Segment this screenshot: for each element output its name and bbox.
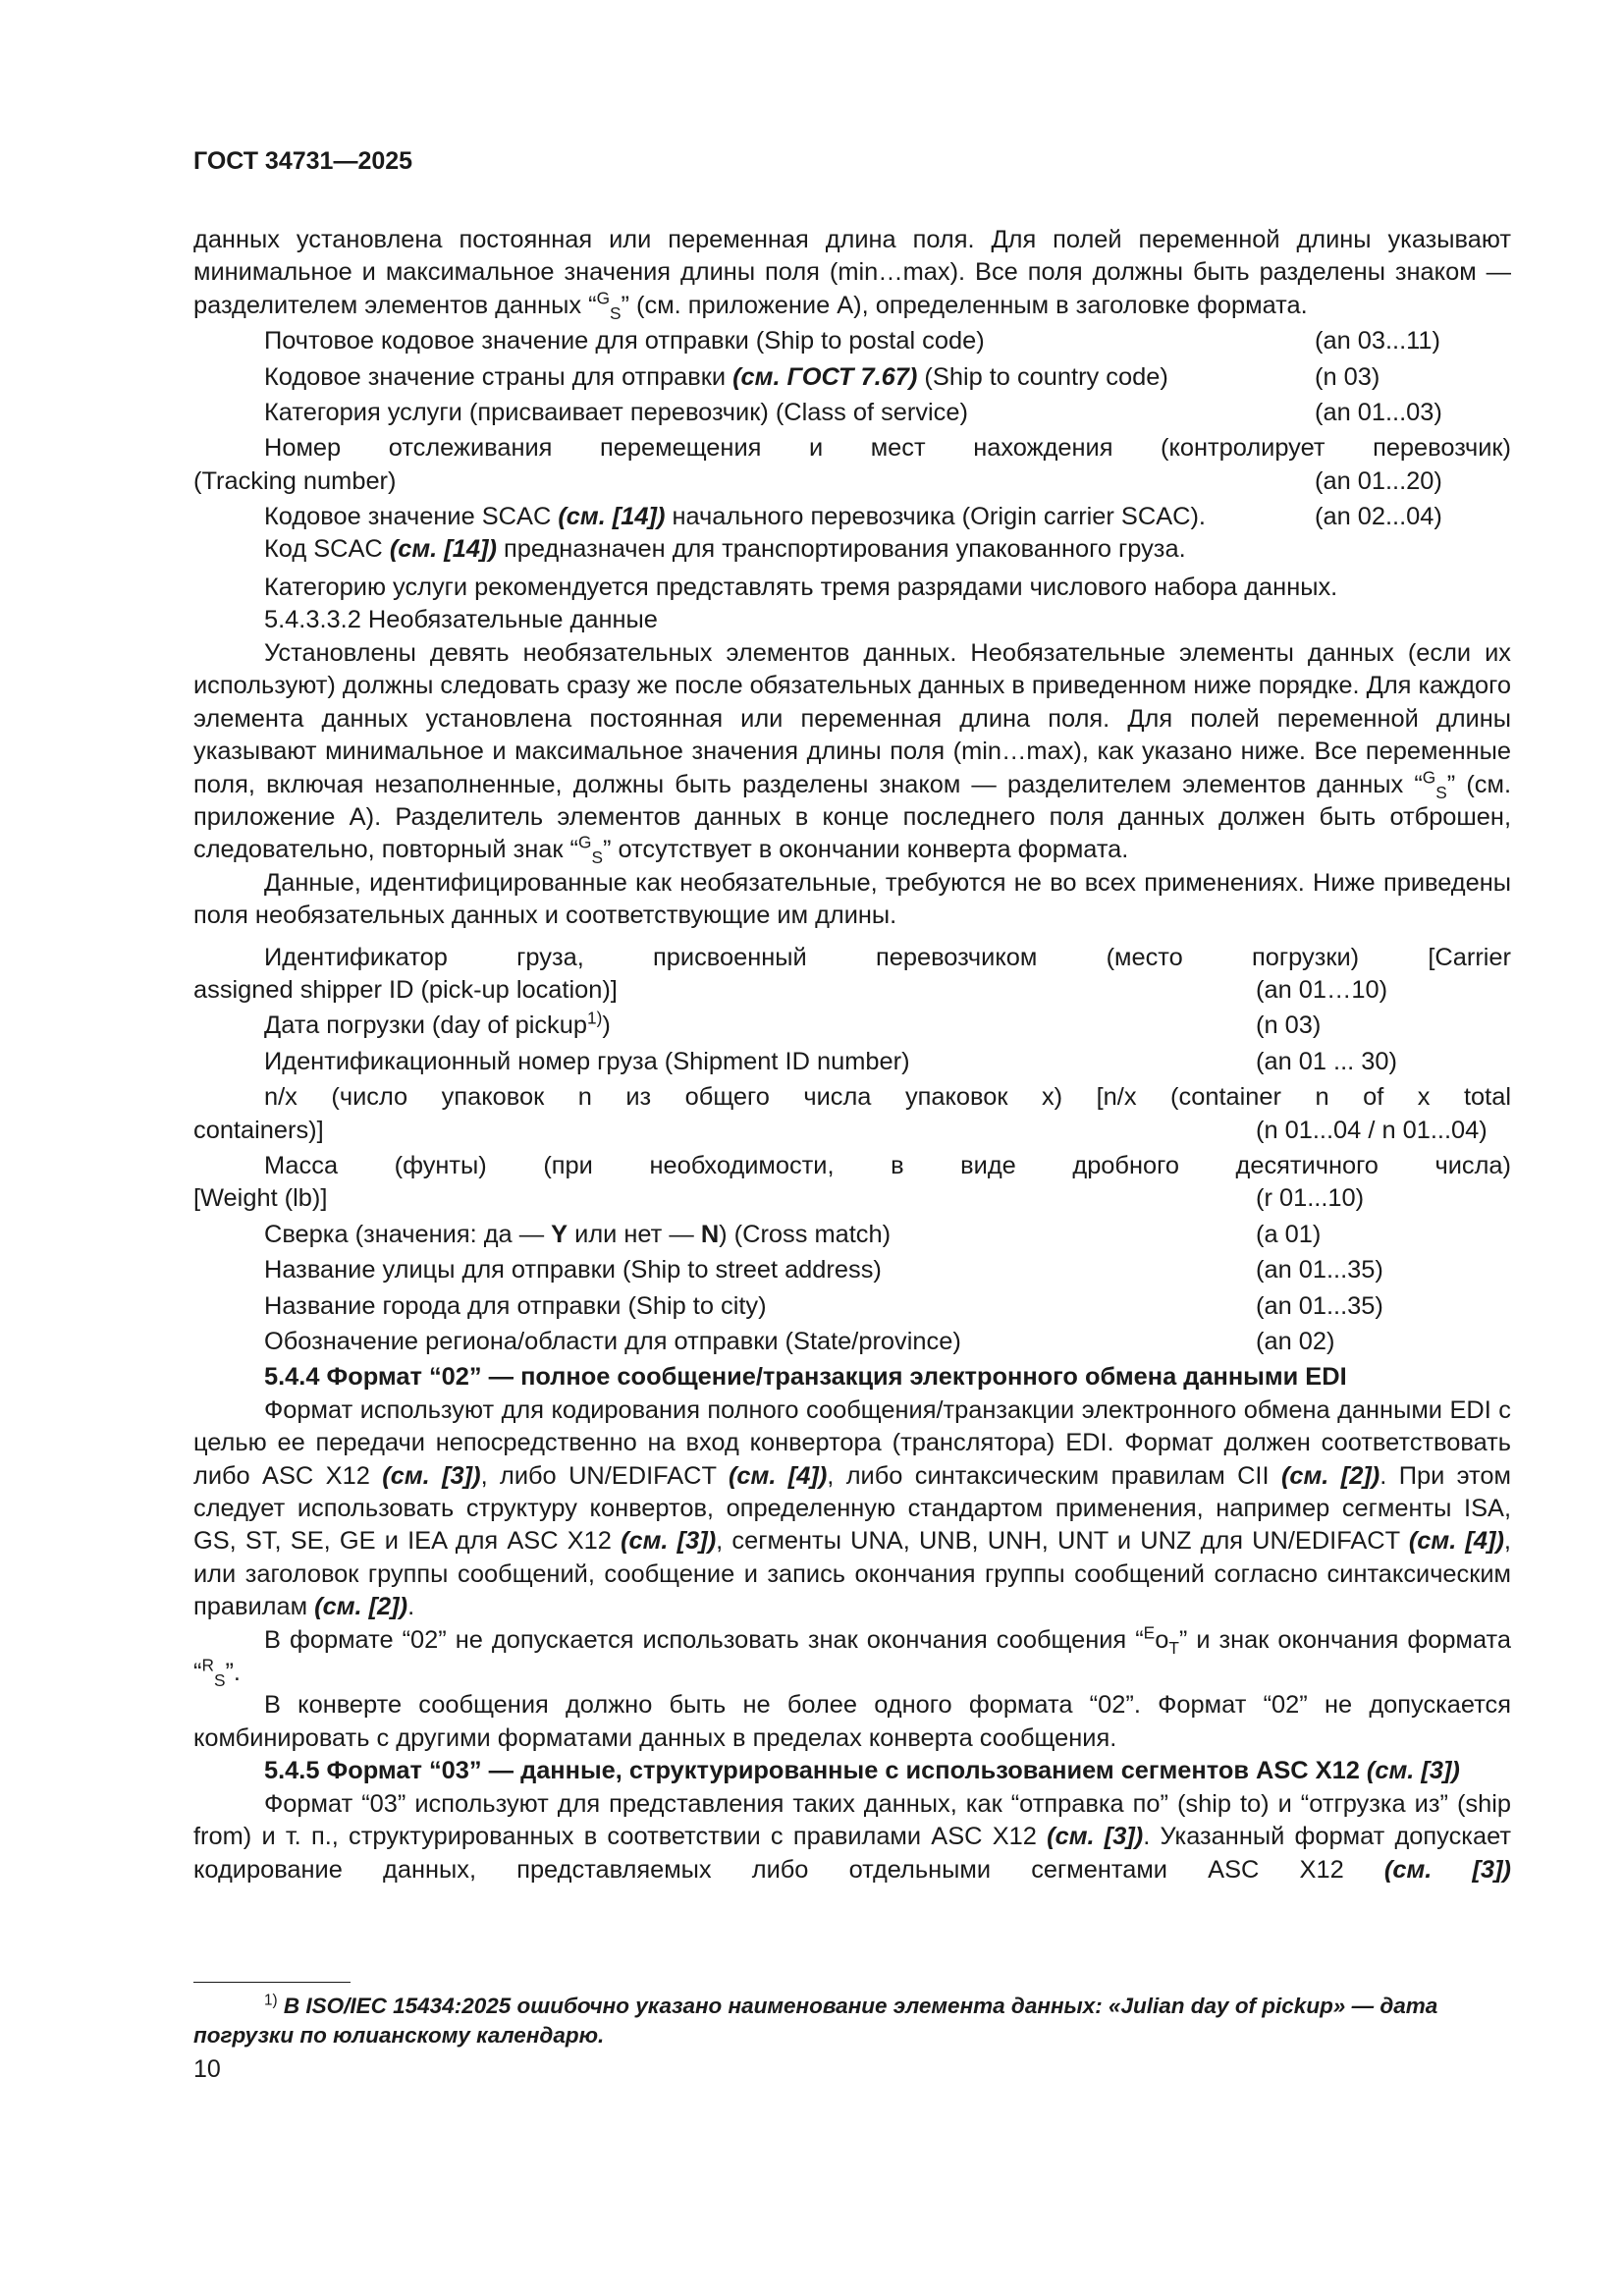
document-header: ГОСТ 34731—2025 xyxy=(193,147,413,175)
paragraph-5-4-4-envelope: В конверте сообщения должно быть не более одного формата “02”. Формат “02” не допускается комбинировать с другими форматами данных в пределах конверта сообщения. xyxy=(193,1691,1511,1752)
req-item-tracking-number: Номер отслеживания перемещения и мест нахождения (контролирует перевозчик) (Tracking number) (an 01...20) xyxy=(193,434,1511,495)
req-item-postal-code: Почтовое кодовое значение для отправки (Ship to postal code) (an 03...11) xyxy=(264,327,1440,355)
footnote-mark: 1) xyxy=(264,1992,278,2009)
footnote xyxy=(193,1992,1511,2050)
req-item-country-code: Кодовое значение страны для отправки (см. ГОСТ 7.67) (Ship to country code) (n 03) xyxy=(264,362,1380,391)
paragraph-5-4-5-format: Формат “03” используют для представления таких данных, как “отправка по” (ship to) и “отгрузка из” (ship from) и т. п., структурированных в соответствии с правилами ASC X12 (см. [3]). Указанный формат допускает кодирование данных, представляемых либо отдельными сегментами ASC X12 (см. [3]) xyxy=(193,1789,1511,1884)
opt-item-cross-match: Сверка (значения: да — Y или нет — N) (Cross match) (a 01) xyxy=(264,1220,1322,1248)
section-heading-5-4-3-3-2: 5.4.3.3.2 Необязательные данные xyxy=(264,606,658,634)
opt-item-street-address: Название улицы для отправки (Ship to street address) (an 01...35) xyxy=(264,1256,1383,1285)
section-heading-5-4-5: 5.4.5 Формат “03” — данные, структурированные с использованием сегментов ASC X12 (см. [3]) xyxy=(264,1757,1460,1785)
paragraph-5-4-4-terminators: В формате “02” не допускается использовать знак окончания сообщения “$^Eo_T$” и знак окончания формата “$^R_S$”. xyxy=(193,1622,1511,1691)
opt-item-containers: n/x (число упаковок n из общего числа упаковок x) [n/x (container n of x total containers)] (n 01...04 / n 01...04) xyxy=(193,1083,1511,1144)
opt-item-shipment-id: Идентификационный номер груза (Shipment ID number) (an 01 ... 30) xyxy=(264,1047,1397,1075)
section-heading-5-4-4: 5.4.4 Формат “02” — полное сообщение/транзакция электронного обмена данными EDI xyxy=(264,1363,1347,1392)
req-item-class-of-service: Категория услуги (присваивает перевозчик) (Class of service) (an 01...03) xyxy=(264,399,1442,427)
service-note: Категорию услуги рекомендуется представлять тремя разрядами числового набора данных. xyxy=(264,574,1338,602)
footnote-divider xyxy=(193,1982,351,1983)
paragraph-intro: данных установлена постоянная или переменная длина поля. Для полей переменной длины указывают минимальное и максимальное значения длины поля (min…max). Все поля должны быть разделены знаком — разделителем элементов данных “$^G_S$” (см. приложение А), определенным в заголовке формата. xyxy=(193,226,1511,323)
paragraph-optional-data-2: Данные, идентифицированные как необязательные, требуются не во всех применениях. Ниже приведены поля необязательных данных и соответствующие им длины. xyxy=(193,868,1511,930)
req-item-origin-scac: Кодовое значение SCAC (см. [14]) начального перевозчика (Origin carrier SCAC). (an 02...04) xyxy=(264,503,1442,531)
scac-note: Код SCAC (см. [14]) предназначен для транспортирования упакованного груза. xyxy=(264,534,1186,563)
opt-item-state: Обозначение региона/области для отправки (State/province) (an 02) xyxy=(264,1328,1335,1355)
opt-item-weight: Масса (фунты) (при необходимости, в виде дробного десятичного числа) [Weight (lb)] (r 01...10) xyxy=(193,1151,1511,1213)
paragraph-optional-data: Установлены девять необязательных элементов данных. Необязательные элементы данных (если их используют) должны следовать сразу же после обязательных данных в приведенном ниже порядке. Для каждого элемента данных установлена постоянная или переменная длина поля. Для полей переменной длины указывают минимальное и максимальное значения длины поля (min…max), как указано ниже. Все переменные поля, включая незаполненные, должны быть разделены знаком — разделителем элементов данных “$^G_S$” (см. приложение А). Разделитель элементов данных в конце последнего поля данных должен быть отброшен, следовательно, повторный знак “$^G_S$” отсутствует в окончании конверта формата. xyxy=(193,638,1512,868)
opt-item-day-of-pickup: Дата погрузки (day of pickup$^{1)}$) (n 03) xyxy=(264,1008,1322,1040)
page-number: 10 xyxy=(193,2055,221,2083)
opt-item-shipper-id: Идентификатор груза, присвоенный перевозчиком (место погрузки) [Carrier assigned shipper ID (pick-up location)] (an 01…10) xyxy=(193,943,1511,1004)
opt-item-city: Название города для отправки (Ship to city) (an 01...35) xyxy=(264,1291,1383,1320)
document-body xyxy=(193,224,1511,1886)
paragraph-5-4-4-format: Формат используют для кодирования полного сообщения/транзакции электронного обмена данными EDI с целью ее передачи непосредственно на вход конвертора (транслятора) EDI. Формат должен соответствовать либо ASC X12 (см. [3]), либо UN/EDIFACT (см. [4]), либо синтаксическим правилам CII (см. [2]). При этом следует использовать структуру конвертов, определенную стандартом применения, например сегменты ISA, GS, ST, SE, GE и IEA для ASC X12 (см. [3]), сегменты UNA, UNB, UNH, UNT и UNZ для UN/EDIFACT (см. [4]), или заголовок группы сообщений, сообщение и запись окончания группы сообщений согласно синтаксическим правилам (см. [2]). xyxy=(193,1395,1511,1621)
footnote-text: В ISO/IEC 15434:2025 ошибочно указано наименование элемента данных: «Julian day of pickup» — дата погрузки по юлианскому календарю. xyxy=(193,1994,1438,2048)
footnote-ref: 1) xyxy=(587,1008,603,1028)
